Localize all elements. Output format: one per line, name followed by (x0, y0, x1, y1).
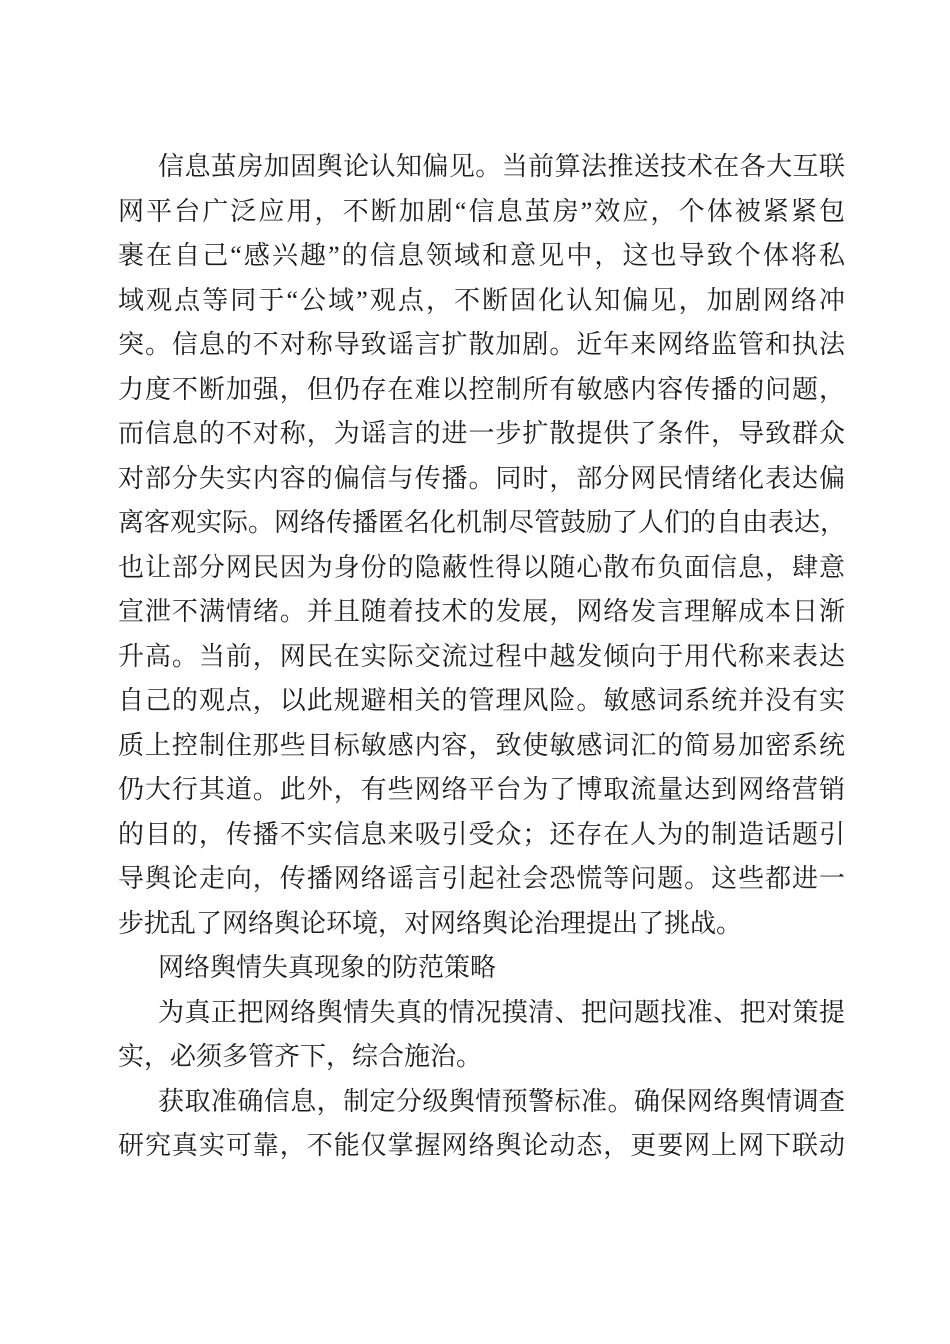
section-heading: 网络舆情失真现象的防范策略 (158, 953, 497, 982)
text-line: 研究真实可靠，不能仅掌握网络舆论动态，更要网上网下联动 (118, 1131, 845, 1160)
text-line: 离客观实际。网络传播匿名化机制尽管鼓励了人们的自由表达， (118, 508, 847, 537)
text-line: 自己的观点，以此规避相关的管理风险。敏感词系统并没有实 (118, 686, 845, 715)
text-line: 对部分失实内容的偏信与传播。同时，部分网民情绪化表达偏 (118, 463, 845, 493)
text-line: 导舆论走向，传播网络谣言引起社会恐慌等问题。这些都进一 (118, 864, 845, 893)
text-line: 域观点等同于“公域”观点，不断固化认知偏见，加剧网络冲 (118, 285, 845, 315)
text-line: 网平台广泛应用，不断加剧“信息茧房”效应，个体被紧紧包 (118, 196, 845, 226)
text-line: 质上控制住那些目标敏感内容，致使敏感词汇的简易加密系统 (118, 730, 845, 760)
text-line: 突。信息的不对称导致谣言扩散加剧。近年来网络监管和执法 (118, 330, 845, 359)
text-line: 而信息的不对称，为谣言的进一步扩散提供了条件，导致群众 (118, 419, 845, 448)
document-body (118, 145, 845, 1169)
text-line: 获取准确信息，制定分级舆情预警标准。确保网络舆情调查 (158, 1086, 845, 1116)
text-line: 力度不断加强，但仍存在难以控制所有敏感内容传播的问题， (118, 374, 845, 404)
text-line: 步扰乱了网络舆论环境，对网络舆论治理提出了挑战。 (118, 908, 743, 938)
text-line: 信息茧房加固舆论认知偏见。当前算法推送技术在各大互联 (158, 152, 845, 181)
text-line: 裹在自己“感兴趣”的信息领域和意见中，这也导致个体将私 (118, 241, 845, 270)
text-line: 实，必须多管齐下，综合施治。 (118, 1042, 483, 1071)
text-line: 也让部分网民因为身份的隐蔽性得以随心散布负面信息，肆意 (118, 552, 845, 582)
text-line: 仍大行其道。此外，有些网络平台为了博取流量达到网络营销 (118, 775, 845, 804)
text-line: 为真正把网络舆情失真的情况摸清、把问题找准、把对策提 (158, 997, 845, 1027)
text-line: 升高。当前，网民在实际交流过程中越发倾向于用代称来表达 (118, 641, 845, 671)
text-line: 的目的，传播不实信息来吸引受众；还存在人为的制造话题引 (118, 819, 845, 849)
text-line: 宣泄不满情绪。并且随着技术的发展，网络发言理解成本日渐 (118, 597, 845, 626)
